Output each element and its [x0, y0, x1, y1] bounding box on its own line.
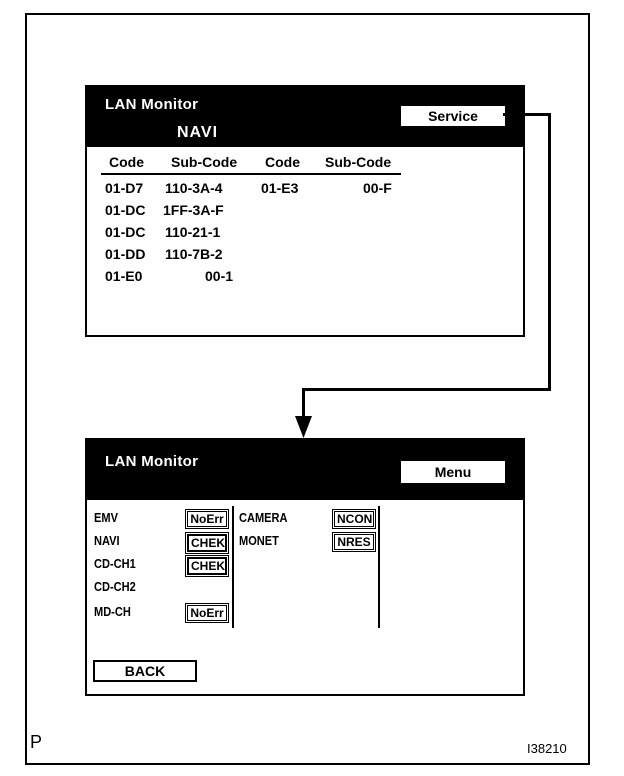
item-label-camera: CAMERA — [239, 510, 288, 525]
status-badge[interactable]: NRES — [334, 534, 374, 550]
item-label-cd-ch2: CD-CH2 — [94, 579, 136, 594]
connector-line — [548, 113, 551, 391]
connector-line — [302, 388, 551, 391]
screen-header — [87, 440, 523, 500]
page-label: P — [30, 732, 43, 752]
row-5-code: 01-E0 — [105, 268, 143, 284]
header-underline — [101, 173, 401, 175]
screen-title: LAN Monitor — [105, 453, 199, 470]
column-divider — [232, 506, 234, 628]
status-badge[interactable]: CHEK — [187, 557, 227, 575]
column-header-sub-code: Sub-Code — [171, 154, 238, 170]
row-4-code: 01-DD — [105, 246, 146, 262]
menu-button[interactable]: Menu — [401, 461, 505, 483]
item-label-md-ch: MD-CH — [94, 604, 131, 619]
back-button[interactable]: BACK — [93, 660, 197, 682]
column-divider — [378, 506, 380, 628]
item-label-navi: NAVI — [94, 533, 120, 548]
row-5-sub-code: 00-1 — [205, 268, 234, 284]
item-label-cd-ch1: CD-CH1 — [94, 556, 136, 571]
lan-monitor-menu-screen — [85, 438, 525, 696]
row-2-sub-code: 1FF-3A-F — [163, 202, 224, 218]
status-badge[interactable]: NoErr — [187, 511, 227, 527]
connector-line — [503, 113, 551, 116]
status-badge[interactable]: CHEK — [187, 534, 227, 552]
row-4-sub-code: 110-7B-2 — [165, 246, 223, 262]
column-header-code: Code — [109, 154, 144, 170]
row-3-sub-code: 110-21-1 — [165, 224, 221, 240]
column-header-sub-code-2: Sub-Code — [325, 154, 392, 170]
column-header-code-2: Code — [265, 154, 300, 170]
lan-monitor-navi-screen — [85, 85, 525, 337]
item-label-monet: MONET — [239, 533, 279, 548]
arrow-head-icon — [295, 416, 312, 438]
service-button[interactable]: Service — [401, 106, 505, 126]
item-label-emv: EMV — [94, 510, 118, 525]
row-3-code: 01-DC — [105, 224, 146, 240]
screen-title: LAN Monitor — [105, 96, 199, 113]
figure-id: I38210 — [527, 741, 567, 756]
status-badge[interactable]: NoErr — [187, 605, 227, 621]
screen-subtitle: NAVI — [177, 124, 219, 141]
status-badge[interactable]: NCON — [334, 511, 374, 527]
row-1-sub-code: 110-3A-4 — [165, 180, 223, 196]
row-1-sub-code-2: 00-F — [363, 180, 392, 196]
row-1-code: 01-D7 — [105, 180, 144, 196]
row-2-code: 01-DC — [105, 202, 146, 218]
row-1-code-2: 01-E3 — [261, 180, 299, 196]
screen-header — [87, 87, 523, 147]
